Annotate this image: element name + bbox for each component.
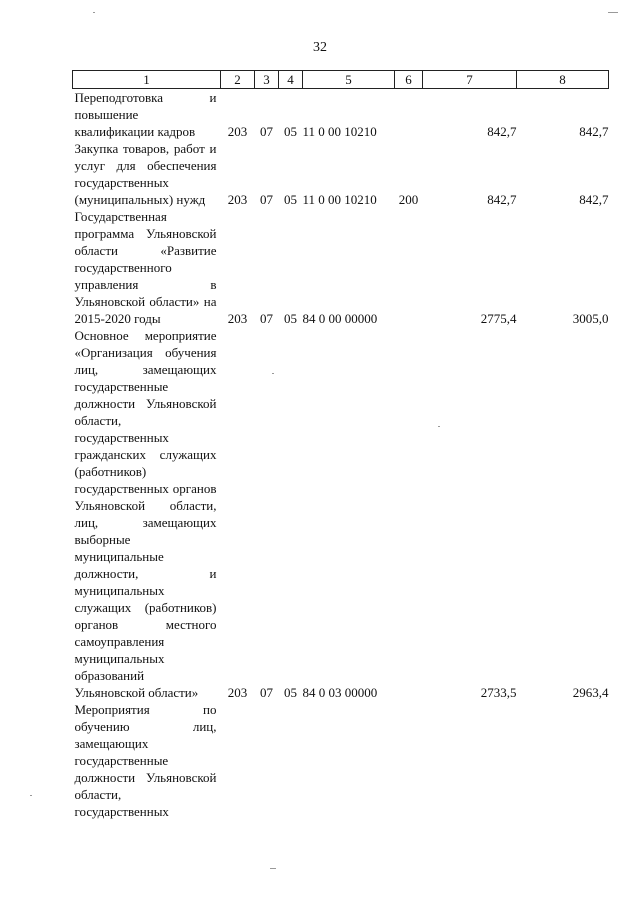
row-name: Основное мероприятие «Организация обучения лиц, замещающих государственные должности Ульяновской области, государственных гражданских служащих (работников) государственных органов Ульяновской области, лиц, замещающих выборные муниципальные должности, и муниципальных служащих (работников) органов местного самоуправления муниципальных образований Ульяновской области»: [74, 328, 217, 700]
column-header: 5: [303, 71, 395, 89]
cell-subsection: 05: [284, 685, 297, 700]
column-header: 4: [279, 71, 303, 89]
cell-target: 84 0 03 00000: [302, 685, 378, 700]
cell-section: [255, 701, 279, 820]
cell-subsection: [279, 701, 303, 820]
cell-subsection: 05: [284, 192, 297, 207]
table-row: [73, 89, 609, 141]
cell-amount-2: [517, 701, 609, 820]
table-row: [73, 327, 609, 701]
scan-speck: [93, 12, 95, 13]
row-name: Мероприятия по обучению лиц, замещающих государственные должности Ульяновской области, государственных: [74, 702, 217, 819]
column-header: 2: [221, 71, 255, 89]
cell-target: 11 0 00 10210: [302, 124, 377, 139]
row-name: Переподготовка и повышение квалификации кадров: [74, 90, 217, 139]
cell-target: 84 0 00 00000: [302, 311, 378, 326]
cell-code: [221, 701, 255, 820]
scan-speck: [30, 795, 32, 796]
cell-amount-2: 2963,4: [572, 685, 609, 700]
cell-amount-1: 842,7: [487, 124, 517, 139]
column-header: 3: [255, 71, 279, 89]
cell-code: 203: [227, 192, 248, 207]
cell-amount-1: 842,7: [487, 192, 517, 207]
cell-code: 203: [227, 311, 248, 326]
column-header: 6: [395, 71, 423, 89]
cell-amount-1: 2775,4: [480, 311, 517, 326]
cell-code: 203: [227, 685, 248, 700]
header-row: [73, 71, 609, 89]
cell-section: 07: [260, 192, 273, 207]
row-name: Закупка товаров, работ и услуг для обеспечения государственных (муниципальных) нужд: [74, 141, 217, 207]
cell-code: 203: [227, 124, 248, 139]
cell-expense-type: [395, 327, 423, 701]
cell-section: 07: [260, 124, 273, 139]
row-name: Государственная программа Ульяновской области «Развитие государственного управления в Ульяновской области» на 2015-2020 годы: [74, 209, 217, 326]
column-header: 7: [423, 71, 517, 89]
cell-amount-2: 842,7: [579, 192, 609, 207]
table-row: [73, 208, 609, 327]
scan-speck: [272, 373, 274, 374]
cell-section: 07: [260, 311, 273, 326]
column-header: 1: [73, 71, 221, 89]
cell-amount-1: [423, 701, 517, 820]
cell-amount-1: 2733,5: [480, 685, 517, 700]
cell-target: [303, 701, 395, 820]
scan-speck: [608, 12, 618, 13]
cell-expense-type: [395, 208, 423, 327]
cell-subsection: 05: [284, 124, 297, 139]
cell-amount-2: 3005,0: [572, 311, 609, 326]
table-row: [73, 701, 609, 820]
cell-target: 11 0 00 10210: [302, 192, 377, 207]
cell-expense-type: [395, 701, 423, 820]
cell-section: 07: [260, 685, 273, 700]
table-row: [73, 140, 609, 208]
page-number: 32: [313, 40, 327, 55]
cell-amount-2: 842,7: [579, 124, 609, 139]
budget-table: [72, 70, 609, 820]
column-header: 8: [517, 71, 609, 89]
scan-speck: [270, 868, 276, 869]
scan-speck: [438, 426, 440, 427]
cell-expense-type: 200: [398, 192, 419, 207]
cell-expense-type: [395, 89, 423, 141]
cell-subsection: 05: [284, 311, 297, 326]
